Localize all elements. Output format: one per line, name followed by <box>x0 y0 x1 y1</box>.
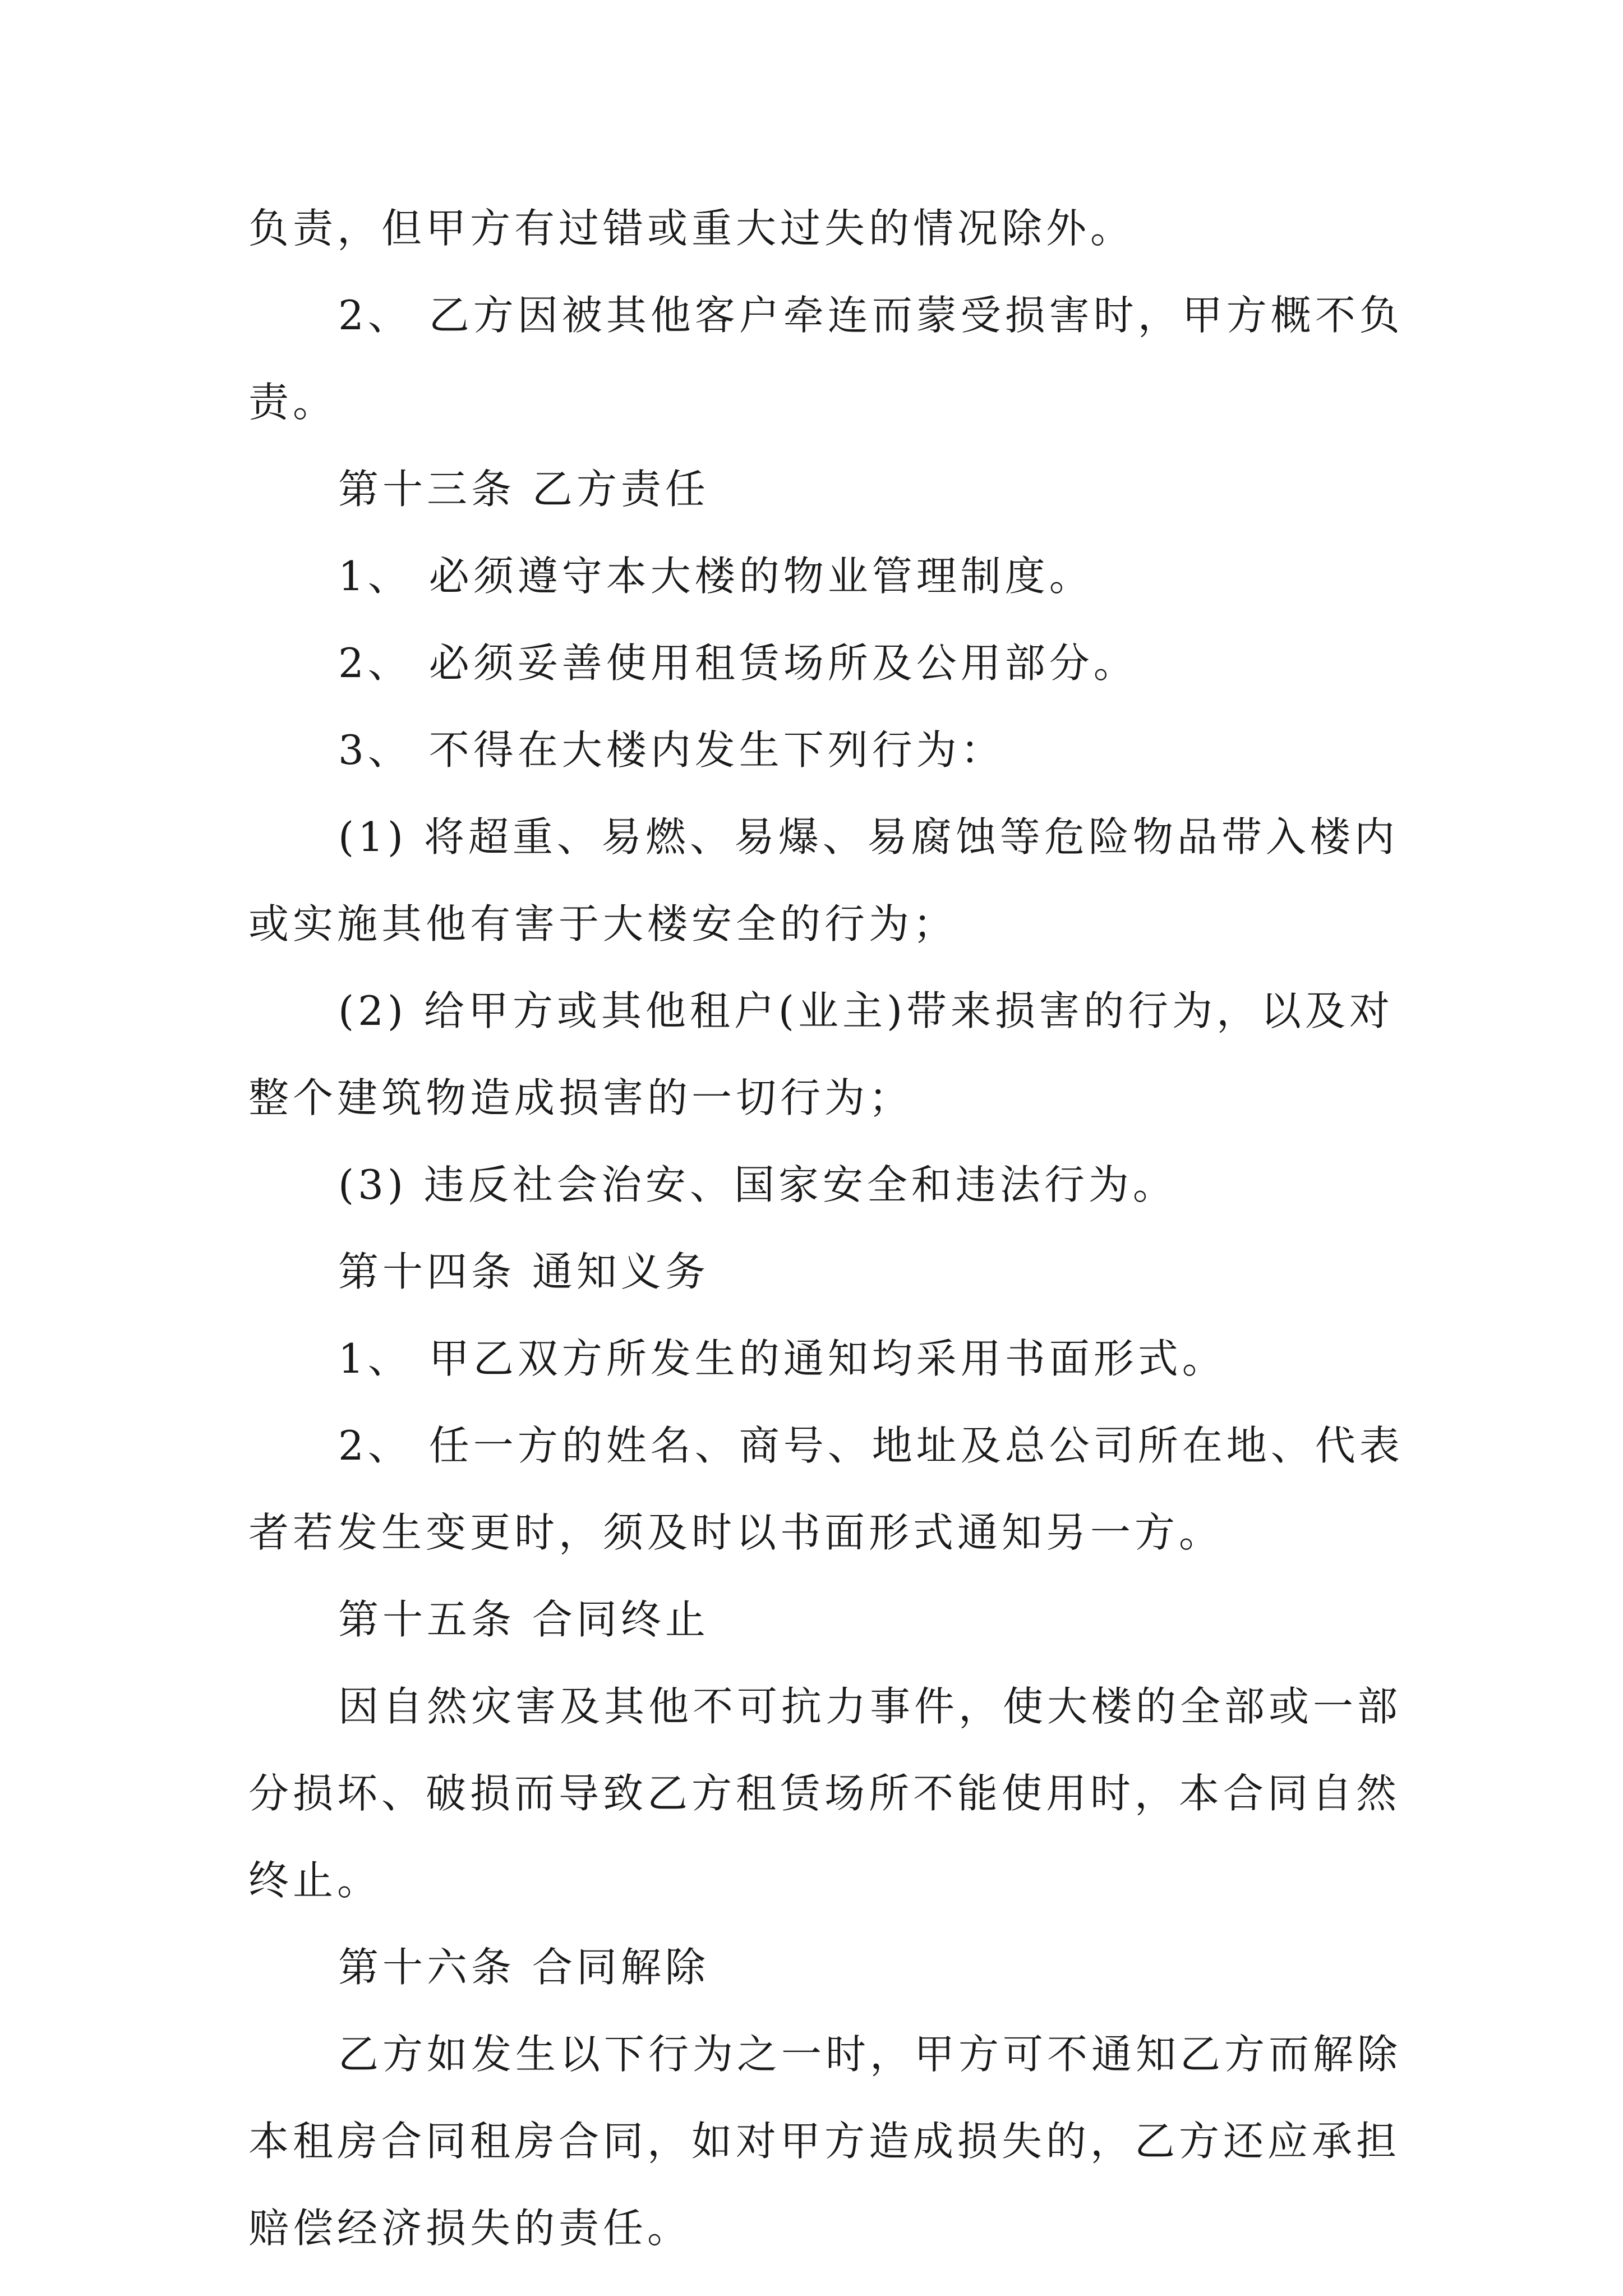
text-line: 2、 乙方因被其他客户牵连而蒙受损害时，甲方概不负 <box>338 292 1404 339</box>
text-line: 本租房合同租房合同，如对甲方造成损失的，乙方还应承担 <box>248 2118 1401 2165</box>
text-line: 3、 不得在大楼内发生下列行为： <box>338 726 1005 774</box>
text-line: 1、 必须遵守本大楼的物业管理制度。 <box>338 553 1094 600</box>
text-line: 或实施其他有害于大楼安全的行为； <box>248 900 958 947</box>
text-line: 负责，但甲方有过错或重大过失的情况除外。 <box>248 205 1135 252</box>
text-line: 者若发生变更时，须及时以书面形式通知另一方。 <box>248 1509 1224 1556</box>
section-heading: 第十五条 合同终止 <box>338 1596 709 1643</box>
text-line: 2、 任一方的姓名、商号、地址及总公司所在地、代表 <box>338 1422 1404 1469</box>
text-line: 2、 必须妥善使用租赁场所及公用部分。 <box>338 639 1138 687</box>
text-line: 因自然灾害及其他不可抗力事件，使大楼的全部或一部 <box>338 1683 1402 1730</box>
text-line: 分损坏、破损而导致乙方租赁场所不能使用时，本合同自然 <box>248 1770 1401 1817</box>
text-line: (1) 将超重、易燃、易爆、易腐蚀等危险物品带入楼内 <box>338 813 1399 861</box>
section-heading: 第十三条 乙方责任 <box>338 466 709 513</box>
text-line: 乙方如发生以下行为之一时，甲方可不通知乙方而解除 <box>338 2031 1402 2078</box>
text-line: 终止。 <box>248 1857 382 1904</box>
document-body <box>248 185 1404 2272</box>
text-line: 赔偿经济损失的责任。 <box>248 2205 692 2252</box>
text-line: 1、 甲乙双方所发生的通知均采用书面形式。 <box>338 1335 1227 1382</box>
text-line: (3) 违反社会治安、国家安全和违法行为。 <box>338 1161 1177 1208</box>
section-heading: 第十六条 合同解除 <box>338 1944 709 1991</box>
text-line: (2) 给甲方或其他租户(业主)带来损害的行为，以及对 <box>338 987 1394 1034</box>
text-line: 责。 <box>248 379 338 426</box>
section-heading: 第十四条 通知义务 <box>338 1248 709 1295</box>
text-line: 整个建筑物造成损害的一切行为； <box>248 1074 914 1121</box>
